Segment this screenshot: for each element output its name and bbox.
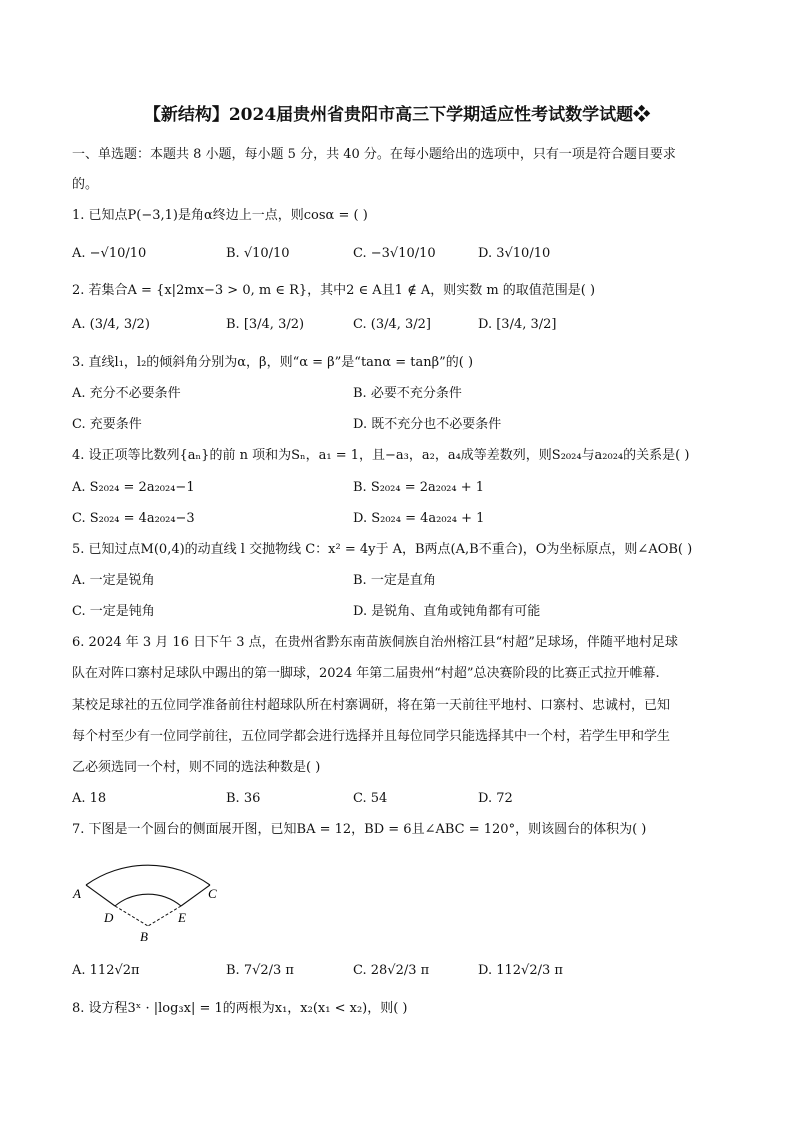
label-e: E xyxy=(178,910,186,925)
q5-option-d: D. 是锐角、直角或钝角都有可能 xyxy=(353,604,541,619)
q6-option-b: B. 36 xyxy=(226,791,261,806)
q3-option-a: A. 充分不必要条件 xyxy=(72,386,181,401)
q6-option-d: D. 72 xyxy=(478,791,513,806)
dashed-eb xyxy=(148,906,181,926)
q3-option-d: D. 既不充分也不必要条件 xyxy=(353,417,502,432)
frustum-lateral-development-figure xyxy=(68,848,228,948)
q2-option-b: B. [3/4, 3/2) xyxy=(226,317,305,332)
q4-option-d: D. S₂₀₂₄ = 4a₂₀₂₄ + 1 xyxy=(353,511,485,526)
section-instruction-line2: 的。 xyxy=(72,177,99,192)
q1-option-b: B. √10/10 xyxy=(226,246,290,261)
q3-stem: 3. 直线l₁，l₂的倾斜角分别为α，β，则“α = β”是“tanα = tanβ”的( ) xyxy=(72,355,474,370)
q3-option-c: C. 充要条件 xyxy=(72,417,142,432)
q6-stem-line4: 每个村至少有一位同学前往，五位同学都会进行选择并且每位同学只能选择其中一个村，若学生甲和学生 xyxy=(72,729,671,744)
q5-option-c: C. 一定是钝角 xyxy=(72,604,155,619)
q4-option-c: C. S₂₀₂₄ = 4a₂₀₂₄−3 xyxy=(72,511,195,526)
q2-option-c: C. (3/4, 3/2] xyxy=(353,317,431,332)
q6-stem-line1: 6. 2024 年 3 月 16 日下午 3 点，在贵州省黔东南苗族侗族自治州榕江县“村超”足球场，伴随平地村足球 xyxy=(72,635,678,650)
q2-option-d: D. [3/4, 3/2] xyxy=(478,317,557,332)
q4-option-a: A. S₂₀₂₄ = 2a₂₀₂₄−1 xyxy=(72,480,195,495)
outer-arc xyxy=(86,865,210,885)
dashed-db xyxy=(115,906,148,926)
q6-stem-line5: 乙必须选同一个村，则不同的选法种数是( ) xyxy=(72,760,321,775)
q5-stem: 5. 已知过点M(0,4)的动直线 l 交抛物线 C：x² = 4y于 A，B两点(A,B不重合)，O为坐标原点，则∠AOB( ) xyxy=(72,542,693,557)
q5-option-a: A. 一定是锐角 xyxy=(72,573,155,588)
q1-stem: 1. 已知点P(−3,1)是角α终边上一点，则cosα = ( ) xyxy=(72,208,368,223)
label-d: D xyxy=(104,910,114,925)
inner-arc xyxy=(115,894,181,906)
segment-ad xyxy=(86,885,115,906)
q6-option-c: C. 54 xyxy=(353,791,388,806)
label-c: C xyxy=(208,886,217,901)
q2-stem: 2. 若集合A = {x|2mx−3 > 0, m ∈ R}，其中2 ∈ A且1 ∉ A，则实数 m 的取值范围是( ) xyxy=(72,283,596,298)
segment-ce xyxy=(181,885,210,906)
q7-option-c: C. 28√2/3 π xyxy=(353,963,430,978)
label-b: B xyxy=(140,929,148,944)
q1-option-d: D. 3√10/10 xyxy=(478,246,551,261)
q7-option-b: B. 7√2/3 π xyxy=(226,963,294,978)
label-a: A xyxy=(73,886,81,901)
q7-stem: 7. 下图是一个圆台的侧面展开图，已知BA = 12，BD = 6且∠ABC = 120°，则该圆台的体积为( ) xyxy=(72,822,647,837)
q2-option-a: A. (3/4, 3/2) xyxy=(72,317,150,332)
q4-option-b: B. S₂₀₂₄ = 2a₂₀₂₄ + 1 xyxy=(353,480,485,495)
q1-option-c: C. −3√10/10 xyxy=(353,246,436,261)
section-instruction-line1: 一、单选题：本题共 8 小题，每小题 5 分，共 40 分。在每小题给出的选项中，只有一项是符合题目要求 xyxy=(72,147,676,162)
q8-stem: 8. 设方程3ˣ · |log₃x| = 1的两根为x₁，x₂(x₁ < x₂)，则( ) xyxy=(72,1001,408,1016)
q6-stem-line2: 队在对阵口寨村足球队中踢出的第一脚球，2024 年第二届贵州“村超”总决赛阶段的比赛正式拉开帷幕. xyxy=(72,666,660,681)
page-title: 【新结构】2024届贵州省贵阳市高三下学期适应性考试数学试题❖ xyxy=(143,105,651,125)
q1-option-a: A. −√10/10 xyxy=(72,246,147,261)
q7-option-a: A. 112√2π xyxy=(72,963,140,978)
q3-option-b: B. 必要不充分条件 xyxy=(353,386,462,401)
q5-option-b: B. 一定是直角 xyxy=(353,573,436,588)
q6-stem-line3: 某校足球社的五位同学准备前往村超球队所在村寨调研，将在第一天前往平地村、口寨村、忠诚村，已知 xyxy=(72,698,671,713)
q6-option-a: A. 18 xyxy=(72,791,107,806)
q4-stem: 4. 设正项等比数列{aₙ}的前 n 项和为Sₙ，a₁ = 1，且−a₃，a₂，a₄成等差数列，则S₂₀₂₄与a₂₀₂₄的关系是( ) xyxy=(72,448,690,463)
q7-option-d: D. 112√2/3 π xyxy=(478,963,563,978)
